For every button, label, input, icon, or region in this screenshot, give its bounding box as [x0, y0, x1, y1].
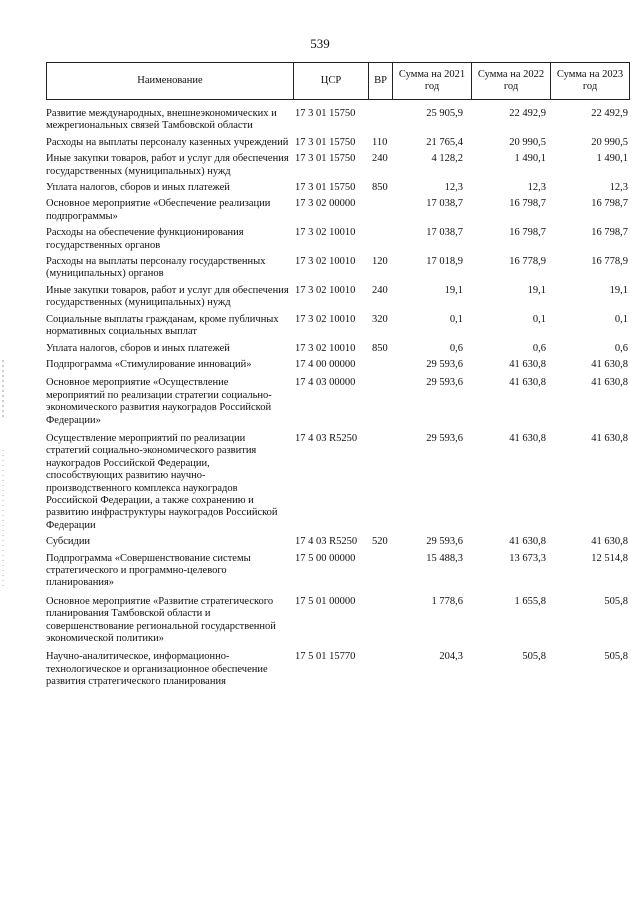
- header-sum-2021: Сумма на 2021 год: [393, 63, 472, 99]
- row-csr: 17 3 01 15750: [295, 153, 356, 165]
- row-sum-2023: 12 514,8: [591, 552, 628, 564]
- row-sum-2023: 505,8: [604, 651, 628, 663]
- row-sum-2023: 16 798,7: [591, 227, 628, 239]
- row-sum-2022: 505,8: [522, 651, 546, 663]
- row-sum-2022: 41 630,8: [509, 432, 546, 444]
- row-sum-2021: 204,3: [439, 651, 463, 663]
- row-sum-2022: 22 492,9: [509, 108, 546, 119]
- row-sum-2021: 17 038,7: [426, 227, 463, 239]
- row-sum-2021: 29 593,6: [426, 377, 463, 389]
- row-sum-2022: 0,1: [532, 313, 546, 325]
- header-csr: ЦСР: [294, 63, 369, 99]
- row-name: Иные закупки товаров, работ и услуг для обеспечения государственных (муниципальных) нужд: [46, 153, 289, 177]
- row-sum-2022: 20 990,5: [509, 136, 546, 148]
- row-sum-2022: 41 630,8: [509, 536, 546, 548]
- table-row: [46, 108, 630, 133]
- row-sum-2022: 41 630,8: [509, 358, 546, 370]
- row-vr: 520: [372, 536, 388, 548]
- row-sum-2023: 0,1: [614, 313, 628, 325]
- row-name: Основное мероприятие «Осуществление мероприятий по реализации стратегии социально-экономического развития наукоградов Российской Федерации»: [46, 377, 272, 426]
- table-row: [46, 377, 630, 427]
- row-sum-2023: 16 798,7: [591, 198, 628, 210]
- table-row: [46, 256, 630, 281]
- row-vr: 120: [372, 256, 388, 268]
- row-sum-2021: 0,1: [449, 313, 463, 325]
- row-vr: [368, 198, 392, 223]
- row-name: Уплата налогов, сборов и иных платежей: [46, 342, 230, 354]
- row-sum-2021: 17 018,9: [426, 256, 463, 268]
- table-header: [46, 62, 630, 100]
- table-row: [46, 536, 630, 548]
- row-csr: 17 3 01 15750: [295, 108, 356, 119]
- row-sum-2021: 29 593,6: [426, 432, 463, 444]
- row-sum-2021: 17 038,7: [426, 198, 463, 210]
- row-vr: [368, 359, 392, 371]
- row-sum-2022: 16 798,7: [509, 227, 546, 239]
- row-sum-2021: 21 765,4: [426, 136, 463, 148]
- scan-edge-marks: [0, 360, 6, 590]
- budget-table: [46, 62, 630, 689]
- row-sum-2023: 1 490,1: [596, 153, 628, 165]
- row-csr: 17 4 03 R5250: [295, 536, 358, 548]
- row-vr: [368, 553, 392, 590]
- table-row: [46, 227, 630, 252]
- row-sum-2021: 19,1: [444, 284, 463, 296]
- row-csr: 17 3 02 10010: [295, 227, 356, 239]
- row-csr: 17 4 00 00000: [295, 358, 356, 370]
- row-sum-2023: 12,3: [609, 182, 628, 194]
- row-sum-2022: 1 655,8: [514, 595, 546, 607]
- row-sum-2021: 29 593,6: [426, 536, 463, 548]
- header-sum-2023: Сумма на 2023 год: [556, 69, 624, 92]
- row-sum-2022: 0,6: [532, 342, 546, 354]
- row-name: Субсидии: [46, 536, 91, 548]
- row-sum-2023: 505,8: [604, 595, 628, 607]
- row-sum-2021: 1 778,6: [431, 595, 463, 607]
- row-csr: 17 3 02 10010: [295, 284, 356, 296]
- table-body: [46, 108, 630, 689]
- row-csr: 17 3 02 10010: [295, 342, 356, 354]
- row-sum-2023: 41 630,8: [591, 358, 628, 370]
- row-name: Расходы на обеспечение функционирования государственных органов: [46, 227, 244, 251]
- header-sum-2022: Сумма на 2022 год: [472, 63, 551, 99]
- row-name: Научно-аналитическое, информационно-технологическое и организационное обеспечение развития стратегического планирования: [46, 651, 268, 688]
- table-row: [46, 182, 630, 194]
- row-name: Осуществление мероприятий по реализации стратегий социально-экономического развития наукоградов Российской Федерации, способствующих развитию научно-производственного комплекса наукоградов Российской Федерации, а также сохранению и развитию инфраструктуры наукоградов Российской Федерации: [46, 432, 278, 531]
- row-vr: [368, 377, 392, 427]
- row-csr: 17 5 01 00000: [295, 595, 356, 607]
- row-sum-2022: 13 673,3: [509, 552, 546, 564]
- row-csr: 17 5 01 15770: [295, 651, 356, 663]
- row-csr: 17 3 01 15750: [295, 136, 356, 148]
- row-name: Основное мероприятие «Развитие стратегического планирования Тамбовской области и совершенствование региональной государственной экономической политики»: [46, 595, 276, 645]
- row-csr: 17 3 02 10010: [295, 313, 356, 325]
- row-name: Иные закупки товаров, работ и услуг для обеспечения государственных (муниципальных) нужд: [46, 284, 289, 309]
- row-vr: [368, 433, 392, 532]
- row-sum-2023: 22 492,9: [591, 108, 628, 119]
- row-name: Уплата налогов, сборов и иных платежей: [46, 182, 230, 194]
- row-sum-2022: 1 490,1: [514, 153, 546, 165]
- row-csr: 17 3 01 15750: [295, 182, 356, 194]
- row-sum-2023: 0,6: [614, 342, 628, 354]
- row-csr: 17 3 02 10010: [295, 256, 356, 268]
- row-sum-2023: 16 778,9: [591, 256, 628, 268]
- row-name: Социальные выплаты гражданам, кроме публичных нормативных социальных выплат: [46, 313, 279, 338]
- row-name: Развитие международных, внешнеэкономических и межрегиональных связей Тамбовской области: [46, 108, 277, 132]
- table-row: [46, 198, 630, 223]
- table-row: [46, 137, 630, 149]
- row-csr: 17 5 00 00000: [295, 552, 356, 564]
- row-csr: 17 4 03 00000: [295, 377, 356, 389]
- row-csr: 17 4 03 R5250: [295, 432, 358, 444]
- table-row: [46, 343, 630, 355]
- row-sum-2021: 15 488,3: [426, 552, 463, 564]
- row-vr: 850: [372, 182, 388, 194]
- page-number: 539: [310, 36, 330, 51]
- row-name: Расходы на выплаты персоналу казенных учреждений: [46, 136, 289, 148]
- table-row: [46, 285, 630, 310]
- row-vr: [368, 651, 392, 688]
- row-sum-2021: 29 593,6: [426, 358, 463, 370]
- row-sum-2023: 20 990,5: [591, 136, 628, 148]
- row-sum-2021: 4 128,2: [431, 153, 463, 165]
- row-sum-2022: 41 630,8: [509, 377, 546, 389]
- table-row: [46, 433, 630, 532]
- row-sum-2021: 12,3: [444, 182, 463, 194]
- header-name: Наименование: [47, 63, 294, 99]
- row-name: Расходы на выплаты персоналу государственных (муниципальных) органов: [46, 256, 266, 280]
- row-sum-2023: 41 630,8: [591, 432, 628, 444]
- table-row: [46, 359, 630, 371]
- row-name: Основное мероприятие «Обеспечение реализации подпрограммы»: [46, 198, 271, 222]
- row-sum-2023: 41 630,8: [591, 377, 628, 389]
- row-sum-2022: 19,1: [527, 284, 546, 296]
- row-vr: [368, 108, 392, 133]
- row-vr: 240: [372, 153, 388, 165]
- table-row: [46, 651, 630, 688]
- row-sum-2022: 12,3: [527, 182, 546, 194]
- table-row: [46, 314, 630, 339]
- row-vr: [368, 596, 392, 646]
- table-row: [46, 553, 630, 590]
- row-vr: 850: [372, 342, 388, 354]
- table-row: [46, 153, 630, 178]
- row-sum-2021: 25 905,9: [426, 108, 463, 119]
- row-vr: [368, 227, 392, 252]
- row-sum-2023: 19,1: [609, 284, 628, 296]
- row-csr: 17 3 02 00000: [295, 198, 356, 210]
- row-name: Подпрограмма «Совершенствование системы стратегического и программно-целевого планирования»: [46, 552, 251, 589]
- row-sum-2023: 41 630,8: [591, 536, 628, 548]
- row-vr: 320: [372, 313, 388, 325]
- row-vr: 240: [372, 284, 388, 296]
- header-vr: ВР: [369, 63, 393, 99]
- table-row: [46, 596, 630, 646]
- row-sum-2022: 16 778,9: [509, 256, 546, 268]
- row-name: Подпрограмма «Стимулирование инноваций»: [46, 358, 252, 370]
- row-sum-2022: 16 798,7: [509, 198, 546, 210]
- row-vr: 110: [372, 136, 388, 148]
- row-sum-2021: 0,6: [449, 342, 463, 354]
